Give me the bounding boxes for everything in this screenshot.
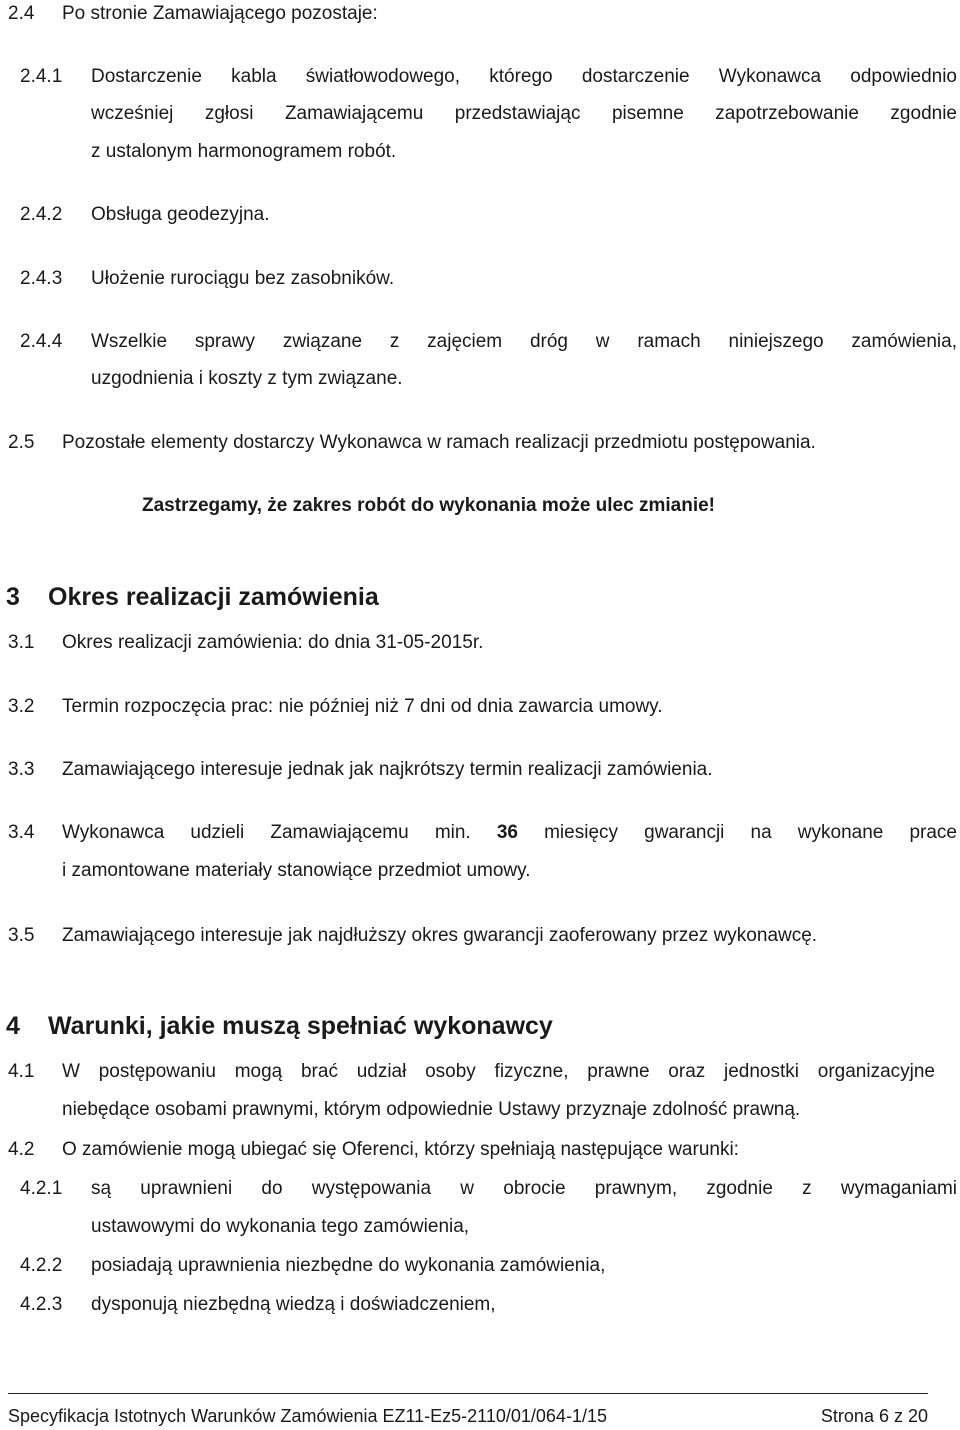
section-number-2-4-4: 2.4.4: [20, 331, 63, 352]
section-3-2-text: Termin rozpoczęcia prac: nie później niż 7 dni od dnia zawarcia umowy.: [62, 696, 663, 717]
section-number-3-5: 3.5: [8, 925, 35, 946]
section-3-4-line-1-pre: Wykonawca udzieli Zamawiającemu min.: [62, 822, 471, 843]
section-number-3-4: 3.4: [8, 822, 35, 843]
section-4-1-line-2: niebędące osobami prawnymi, którym odpowiednie Ustawy przyznaje zdolność prawną.: [62, 1099, 801, 1120]
section-2-4-3-text: Ułożenie rurociągu bez zasobników.: [91, 268, 395, 289]
section-4-2-text: O zamówienie mogą ubiegać się Oferenci, którzy spełniają następujące warunki:: [62, 1139, 739, 1160]
section-4-2-3-text: dysponują niezbędną wiedzą i doświadczeniem,: [91, 1294, 496, 1315]
section-3-4-line-1: [62, 822, 957, 845]
section-2-4-1-line-2: wcześniej zgłosi Zamawiającemu przedstawiając pisemne zapotrzebowanie zgodnie: [91, 103, 957, 124]
section-number-4-2-1: 4.2.1: [20, 1178, 63, 1199]
section-3-5-text: Zamawiającego interesuje jak najdłuższy okres gwarancji zaoferowany przez wykonawcę.: [62, 925, 818, 946]
heading-3-title: Okres realizacji zamówienia: [48, 583, 379, 611]
heading-3-number: 3: [6, 583, 20, 611]
section-2-4-4-line-2: uzgodnienia i koszty z tym związane.: [91, 368, 403, 389]
footer-divider: [8, 1393, 928, 1394]
section-number-2-4-2: 2.4.2: [20, 204, 63, 225]
section-2-4-4-line-1: Wszelkie sprawy związane z zajęciem dróg w ramach niniejszego zamówienia,: [91, 331, 957, 352]
section-4-1-line-1: W postępowaniu mogą brać udział osoby fizyczne, prawne oraz jednostki organizacyjne: [62, 1061, 935, 1082]
section-3-4-line-1-post: miesięcy gwarancji na wykonane prace: [544, 822, 957, 843]
section-number-2-4: 2.4: [8, 3, 35, 24]
section-number-4-2-3: 4.2.3: [20, 1294, 63, 1315]
warranty-months-value: 36: [496, 822, 518, 843]
section-3-1-text: Okres realizacji zamówienia: do dnia 31-05-2015r.: [62, 632, 484, 653]
section-2-5-text: Pozostałe elementy dostarczy Wykonawca w ramach realizacji przedmiotu postępowania.: [62, 432, 816, 453]
section-number-3-3: 3.3: [8, 759, 35, 780]
section-number-4-2-2: 4.2.2: [20, 1255, 63, 1276]
section-number-2-4-1: 2.4.1: [20, 66, 63, 87]
section-number-2-5: 2.5: [8, 432, 35, 453]
heading-4-title: Warunki, jakie muszą spełniać wykonawcy: [48, 1012, 553, 1040]
footer-document-title: Specyfikacja Istotnych Warunków Zamówienia EZ11-Ez5-2110/01/064-1/15: [8, 1406, 607, 1426]
section-3-3-text: Zamawiającego interesuje jednak jak najkrótszy termin realizacji zamówienia.: [62, 759, 713, 780]
section-number-4-2: 4.2: [8, 1139, 35, 1160]
section-4-2-1-line-2: ustawowymi do wykonania tego zamówienia,: [91, 1216, 470, 1237]
section-4-2-1-line-1: są uprawnieni do występowania w obrocie prawnym, zgodnie z wymaganiami: [91, 1178, 957, 1199]
section-4-2-2-text: posiadają uprawnienia niezbędne do wykonania zamówienia,: [91, 1255, 606, 1276]
section-number-2-4-3: 2.4.3: [20, 268, 63, 289]
section-2-4-2-text: Obsługa geodezyjna.: [91, 204, 270, 225]
section-2-4-1-line-1: Dostarczenie kabla światłowodowego, którego dostarczenie Wykonawca odpowiednio: [91, 66, 957, 87]
section-number-3-1: 3.1: [8, 632, 35, 653]
section-number-3-2: 3.2: [8, 696, 35, 717]
section-number-4-1: 4.1: [8, 1061, 35, 1082]
footer-page-number: Strona 6 z 20: [820, 1406, 928, 1426]
section-2-4-text: Po stronie Zamawiającego pozostaje:: [62, 3, 378, 24]
section-2-4-1-line-3: z ustalonym harmonogramem robót.: [91, 141, 397, 162]
notice-scope-may-change: Zastrzegamy, że zakres robót do wykonania może ulec zmianie!: [142, 495, 715, 516]
section-3-4-line-2: i zamontowane materiały stanowiące przedmiot umowy.: [62, 860, 531, 881]
heading-4-number: 4: [6, 1012, 20, 1040]
